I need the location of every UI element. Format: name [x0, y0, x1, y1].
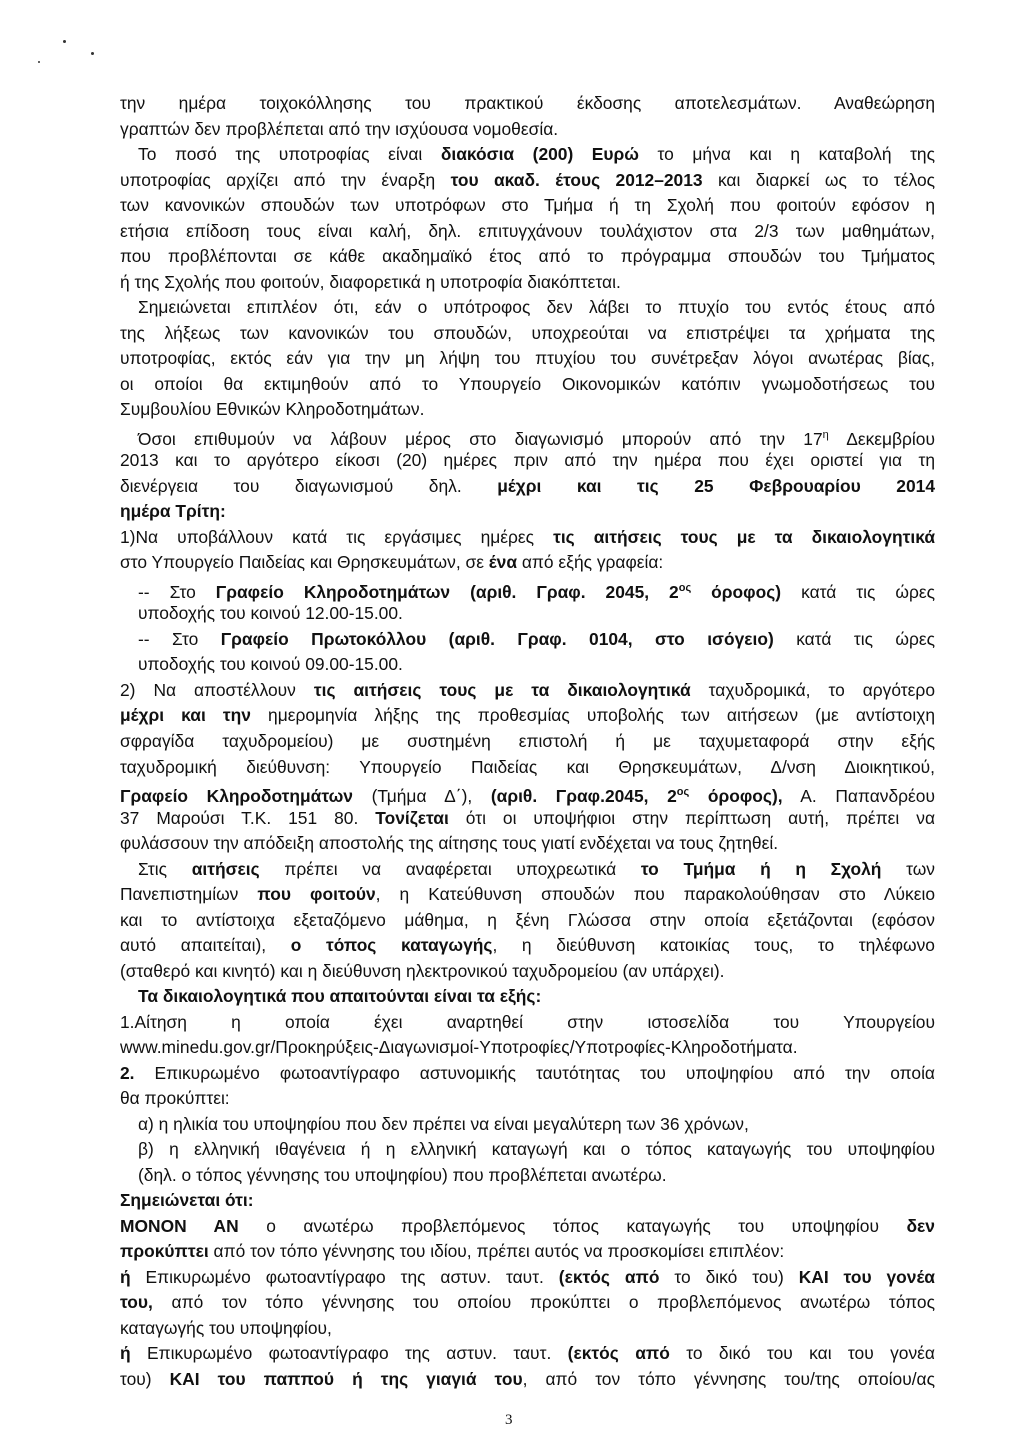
text-line	[120, 373, 935, 395]
text-line	[120, 322, 935, 344]
text-line	[120, 704, 935, 726]
text-run: το δικό του)	[659, 1266, 799, 1287]
text-line	[120, 1189, 935, 1211]
text-run: www.minedu.gov.gr/Προκηρύξεις-Διαγωνισμοί-Υποτροφίες/Υποτροφίες-Κληροδοτήματα.	[120, 1037, 798, 1058]
text-run: του)	[120, 1369, 170, 1389]
text-run: σφραγίδα ταχυδρομείου) με συστημένη επιστολή ή με ταχυμεταφορά στην εξής	[120, 731, 935, 751]
bold-text: του,	[120, 1292, 153, 1313]
bold-text: τις αιτήσεις τους με τα δικαιολογητικά	[313, 679, 691, 700]
text-line	[120, 1215, 935, 1237]
text-run: από εξής γραφεία:	[517, 552, 664, 573]
scan-speck	[38, 61, 40, 63]
text-line	[120, 526, 935, 548]
text-run: από τον τόπο γέννησης του ιδίου, πρέπει αυτός να προσκομίσει επιπλέον:	[208, 1241, 785, 1262]
text-run: υποτροφίας, εκτός εάν για την μη λήψη του πτυχίου του συνέτρεξαν λόγοι ανωτέρας βίας,	[120, 348, 935, 369]
text-run: το δικό του και του γονέα	[669, 1343, 935, 1364]
text-run: 1.Αίτηση η οποία έχει αναρτηθεί στην ιστοσελίδα του Υπουργείου	[120, 1011, 935, 1032]
text-run: στο Υπουργείο Παιδείας και Θρησκευμάτων, σε	[120, 552, 489, 573]
text-run: ετήσια επίδοση τους είναι καλή, δηλ. επιτυγχάνουν τουλάχιστον στα 2/3 των μαθημάτων,	[120, 220, 935, 241]
page-number: 3	[505, 1412, 513, 1428]
text-run: Επικυρωμένο φωτοαντίγραφο της αστυν. ταυτ.	[130, 1266, 559, 1287]
text-run: φυλάσσουν την απόδειξη αποστολής της αίτησης τους γιατί ενδέχεται να τους ζητηθεί.	[120, 833, 779, 854]
text-run: και διαρκεί ως το τέλος	[702, 169, 935, 190]
text-line	[138, 1138, 935, 1160]
text-line	[120, 756, 935, 778]
bold-text: ημέρα Τρίτη:	[120, 501, 226, 522]
text-line	[120, 1368, 935, 1390]
text-run: ταχυδρομική διεύθυνση: Υπουργείο Παιδείας και Θρησκευμάτων, Δ/νση Διοικητικού,	[120, 756, 935, 777]
text-line	[120, 118, 935, 140]
text-line	[120, 220, 935, 242]
bold-text: αιτήσεις	[191, 858, 260, 879]
text-run: Συμβουλίου Εθνικών Κληροδοτημάτων.	[120, 399, 425, 420]
text-run: ταχυδρομικά, το αργότερο	[690, 679, 935, 700]
text-run: Δεκεμβρίου	[828, 428, 935, 449]
text-line	[120, 194, 935, 216]
text-line	[120, 679, 935, 701]
text-run: υποδοχής του κοινού 12.00-15.00.	[138, 603, 403, 624]
text-run: , η διεύθυνση κατοικίας τους, το τηλέφωνο	[492, 935, 935, 956]
text-line	[138, 628, 935, 650]
text-line	[120, 934, 935, 956]
bold-text: Γραφείο Κληροδοτημάτων	[120, 785, 353, 806]
text-line	[120, 245, 935, 267]
bold-text: μέχρι και τις 25 Φεβρουαρίου 2014	[497, 475, 935, 496]
bold-text: ο τόπος καταγωγής	[290, 935, 493, 956]
bold-text: διακόσια (200) Ευρώ	[440, 144, 639, 165]
text-run: , η Κατεύθυνση σπουδών που παρακολούθησαν στο Λύκειο	[375, 884, 936, 905]
text-run: α) η ηλικία του υποψηφίου που δεν πρέπει να είναι μεγαλύτερη των 36 χρόνων,	[138, 1113, 749, 1134]
text-line	[120, 883, 935, 905]
text-run: των	[881, 858, 935, 879]
text-line	[120, 347, 935, 369]
text-run: 37 Μαρούσι Τ.Κ. 151 80.	[120, 807, 376, 828]
text-run: ος	[678, 581, 692, 594]
text-run: ο ανωτέρω προβλεπόμενος τόπος καταγωγής του υποψηφίου	[238, 1215, 907, 1236]
text-run: -- Στο	[138, 581, 216, 602]
bold-text: Γραφείο Πρωτοκόλλου (αριθ. Γραφ. 0104, στο ισόγειο)	[220, 628, 774, 649]
text-line	[138, 653, 935, 675]
text-run: Επικυρωμένο φωτοαντίγραφο αστυνομικής ταυτότητας του υποψηφίου από την οποία	[134, 1062, 935, 1083]
text-line	[120, 960, 935, 982]
text-line	[120, 398, 935, 420]
text-line	[120, 909, 935, 931]
text-run: πρέπει να αναφέρεται υποχρεωτικά	[259, 858, 641, 879]
bold-text: ΚΑΙ του παππού ή της γιαγιά του	[169, 1369, 523, 1389]
text-line	[120, 449, 935, 471]
text-run: υποδοχής του κοινού 09.00-15.00.	[138, 654, 403, 675]
text-run: της λήξεως των κανονικών του σπουδών, υποχρεούται να επιστρέψει τα χρήματα της	[120, 322, 935, 343]
text-run: (δηλ. ο τόπος γέννησης του υποψηφίου) που προβλέπεται ανωτέρω.	[138, 1164, 667, 1185]
text-line	[120, 271, 935, 293]
text-run: που προβλέπονται σε κάθε ακαδημαϊκό έτος από το πρόγραμμα σπουδών του Τμήματος	[120, 246, 935, 267]
bold-text: δεν	[906, 1215, 935, 1236]
bold-text: ΚΑΙ του γονέα	[798, 1266, 935, 1287]
scan-speck	[91, 52, 94, 55]
text-line	[120, 807, 935, 829]
text-line	[120, 1011, 935, 1033]
text-run: ημερομηνία λήξης της προθεσμίας υποβολής των αιτήσεων (με αντίστοιχη	[250, 705, 935, 726]
text-run: κατά τις ώρες	[781, 581, 935, 602]
text-run: ος	[676, 786, 690, 799]
text-line	[120, 1240, 935, 1262]
text-run: θα προκύπτει:	[120, 1088, 230, 1109]
bold-text: ένα	[488, 552, 518, 573]
bold-text: Γραφείο Κληροδοτημάτων (αριθ. Γραφ. 2045, 2	[215, 581, 679, 602]
text-run: β) η ελληνική ιθαγένεια ή η ελληνική καταγωγή και ο τόπος καταγωγής του υποψηφίου	[138, 1139, 935, 1160]
text-run: διενέργεια του διαγωνισμού δηλ.	[120, 475, 498, 496]
text-run: αυτό απαιτείται),	[120, 935, 291, 956]
text-run: η	[822, 428, 829, 441]
bold-text: Σημειώνεται ότι:	[120, 1190, 254, 1211]
text-run: και το αντίστοιχα εξεταζόμενο μάθημα, η ξένη Γλώσσα στην οποία εξετάζονται (εφόσον	[120, 909, 935, 930]
bold-text: (εκτός από	[567, 1343, 670, 1364]
text-run: ότι οι υποψήφιοι στην περίπτωση αυτή, πρέπει να	[448, 807, 935, 828]
text-run: (Τμήμα Δ΄),	[352, 785, 491, 806]
bold-text: όροφος)	[691, 581, 782, 602]
text-run: , από τον τόπο γέννησης του/της οποίου/ας	[522, 1369, 935, 1389]
bold-text: ή	[120, 1343, 131, 1364]
text-run: Πανεπιστημίων	[120, 884, 258, 905]
text-line	[120, 1317, 935, 1339]
text-run: υποτροφίας αρχίζει από την έναρξη	[120, 169, 451, 190]
text-line	[120, 1266, 935, 1288]
text-run: Επικυρωμένο φωτοαντίγραφο της αστυν. ταυτ.	[130, 1343, 568, 1364]
text-line	[138, 602, 935, 624]
text-run: 2) Να αποστέλλουν	[120, 679, 314, 700]
text-run: γραπτών δεν προβλέπεται από την ισχύουσα νομοθεσία.	[120, 118, 559, 139]
text-line	[138, 1164, 935, 1186]
text-line	[138, 985, 935, 1007]
text-run: οι οποίοι θα εκτιμηθούν από το Υπουργείο Οικονομικών κατόπιν γνωμοδοτήσεως του	[120, 373, 935, 394]
bold-text: όροφος),	[689, 785, 783, 806]
text-run: από τον τόπο γέννησης του οποίου προκύπτει ο προβλεπόμενος ανωτέρω τόπος	[152, 1292, 935, 1313]
bold-text: προκύπτει	[120, 1241, 209, 1262]
text-run: -- Στο	[138, 628, 221, 649]
bold-text: (εκτός από	[558, 1266, 660, 1287]
scan-speck	[63, 40, 66, 43]
bold-text: ή	[120, 1266, 131, 1287]
text-run: των κανονικών σπουδών των υποτρόφων στο Τμήμα ή τη Σχολή που φοιτούν εφόσον η	[120, 195, 935, 216]
text-run: το μήνα και η καταβολή της	[638, 144, 935, 165]
text-line	[120, 781, 935, 807]
text-run: κατά τις ώρες	[773, 628, 936, 649]
text-run: Όσοι επιθυμούν να λάβουν μέρος στο διαγωνισμό μπορούν από την 17	[138, 428, 823, 449]
text-line	[138, 424, 935, 450]
text-line	[120, 1291, 935, 1313]
text-line	[120, 1036, 935, 1058]
text-run: Σημειώνεται επιπλέον ότι, εάν ο υπότροφος δεν λάβει το πτυχίο του εντός έτους από	[138, 297, 935, 318]
text-run: ή της Σχολής που φοιτούν, διαφορετικά η υποτροφία διακόπτεται.	[120, 271, 621, 292]
text-line	[120, 92, 935, 114]
text-run: 1)Να υποβάλλουν κατά τις εργάσιμες ημέρες	[120, 526, 554, 547]
text-run: Α. Παπανδρέου	[782, 785, 935, 806]
text-line	[138, 858, 935, 880]
bold-text: μέχρι και την	[120, 705, 251, 726]
text-line	[138, 143, 935, 165]
text-line	[120, 1342, 935, 1364]
text-line	[120, 500, 935, 522]
text-line	[138, 1113, 935, 1135]
text-run: Στις	[138, 858, 192, 879]
bold-text: Τονίζεται	[375, 807, 449, 828]
text-line	[120, 1087, 935, 1109]
text-line	[120, 475, 935, 497]
bold-text: Τα δικαιολογητικά που απαιτούνται είναι τα εξής:	[138, 986, 542, 1007]
text-run: την ημέρα τοιχοκόλλησης του πρακτικού έκδοσης αποτελεσμάτων. Αναθεώρηση	[120, 93, 935, 113]
text-line	[120, 730, 935, 752]
text-run: 2013 και το αργότερο είκοσι (20) ημέρες πριν από την ημέρα που έχει οριστεί για τη	[120, 450, 935, 471]
bold-text: του ακαδ. έτους 2012–2013	[450, 169, 703, 190]
text-run: Το ποσό της υποτροφίας είναι	[138, 144, 441, 165]
text-line	[120, 551, 935, 573]
text-line	[138, 296, 935, 318]
bold-text: ΜΟΝΟΝ ΑΝ	[120, 1215, 239, 1236]
text-run: (σταθερό και κινητό) και η διεύθυνση ηλεκτρονικού ταχυδρομείου (αν υπάρχει).	[120, 960, 725, 981]
text-line	[138, 577, 935, 603]
text-line	[120, 169, 935, 191]
text-run: καταγωγής του υποψηφίου,	[120, 1317, 332, 1338]
bold-text: τις αιτήσεις τους με τα δικαιολογητικά	[553, 526, 936, 547]
text-line	[120, 832, 935, 854]
bold-text: που φοιτούν	[257, 884, 376, 905]
bold-text: 2.	[120, 1062, 135, 1083]
bold-text: (αριθ. Γραφ.2045, 2	[490, 785, 677, 806]
text-line	[120, 1062, 935, 1084]
bold-text: το Τμήμα ή η Σχολή	[640, 858, 882, 879]
